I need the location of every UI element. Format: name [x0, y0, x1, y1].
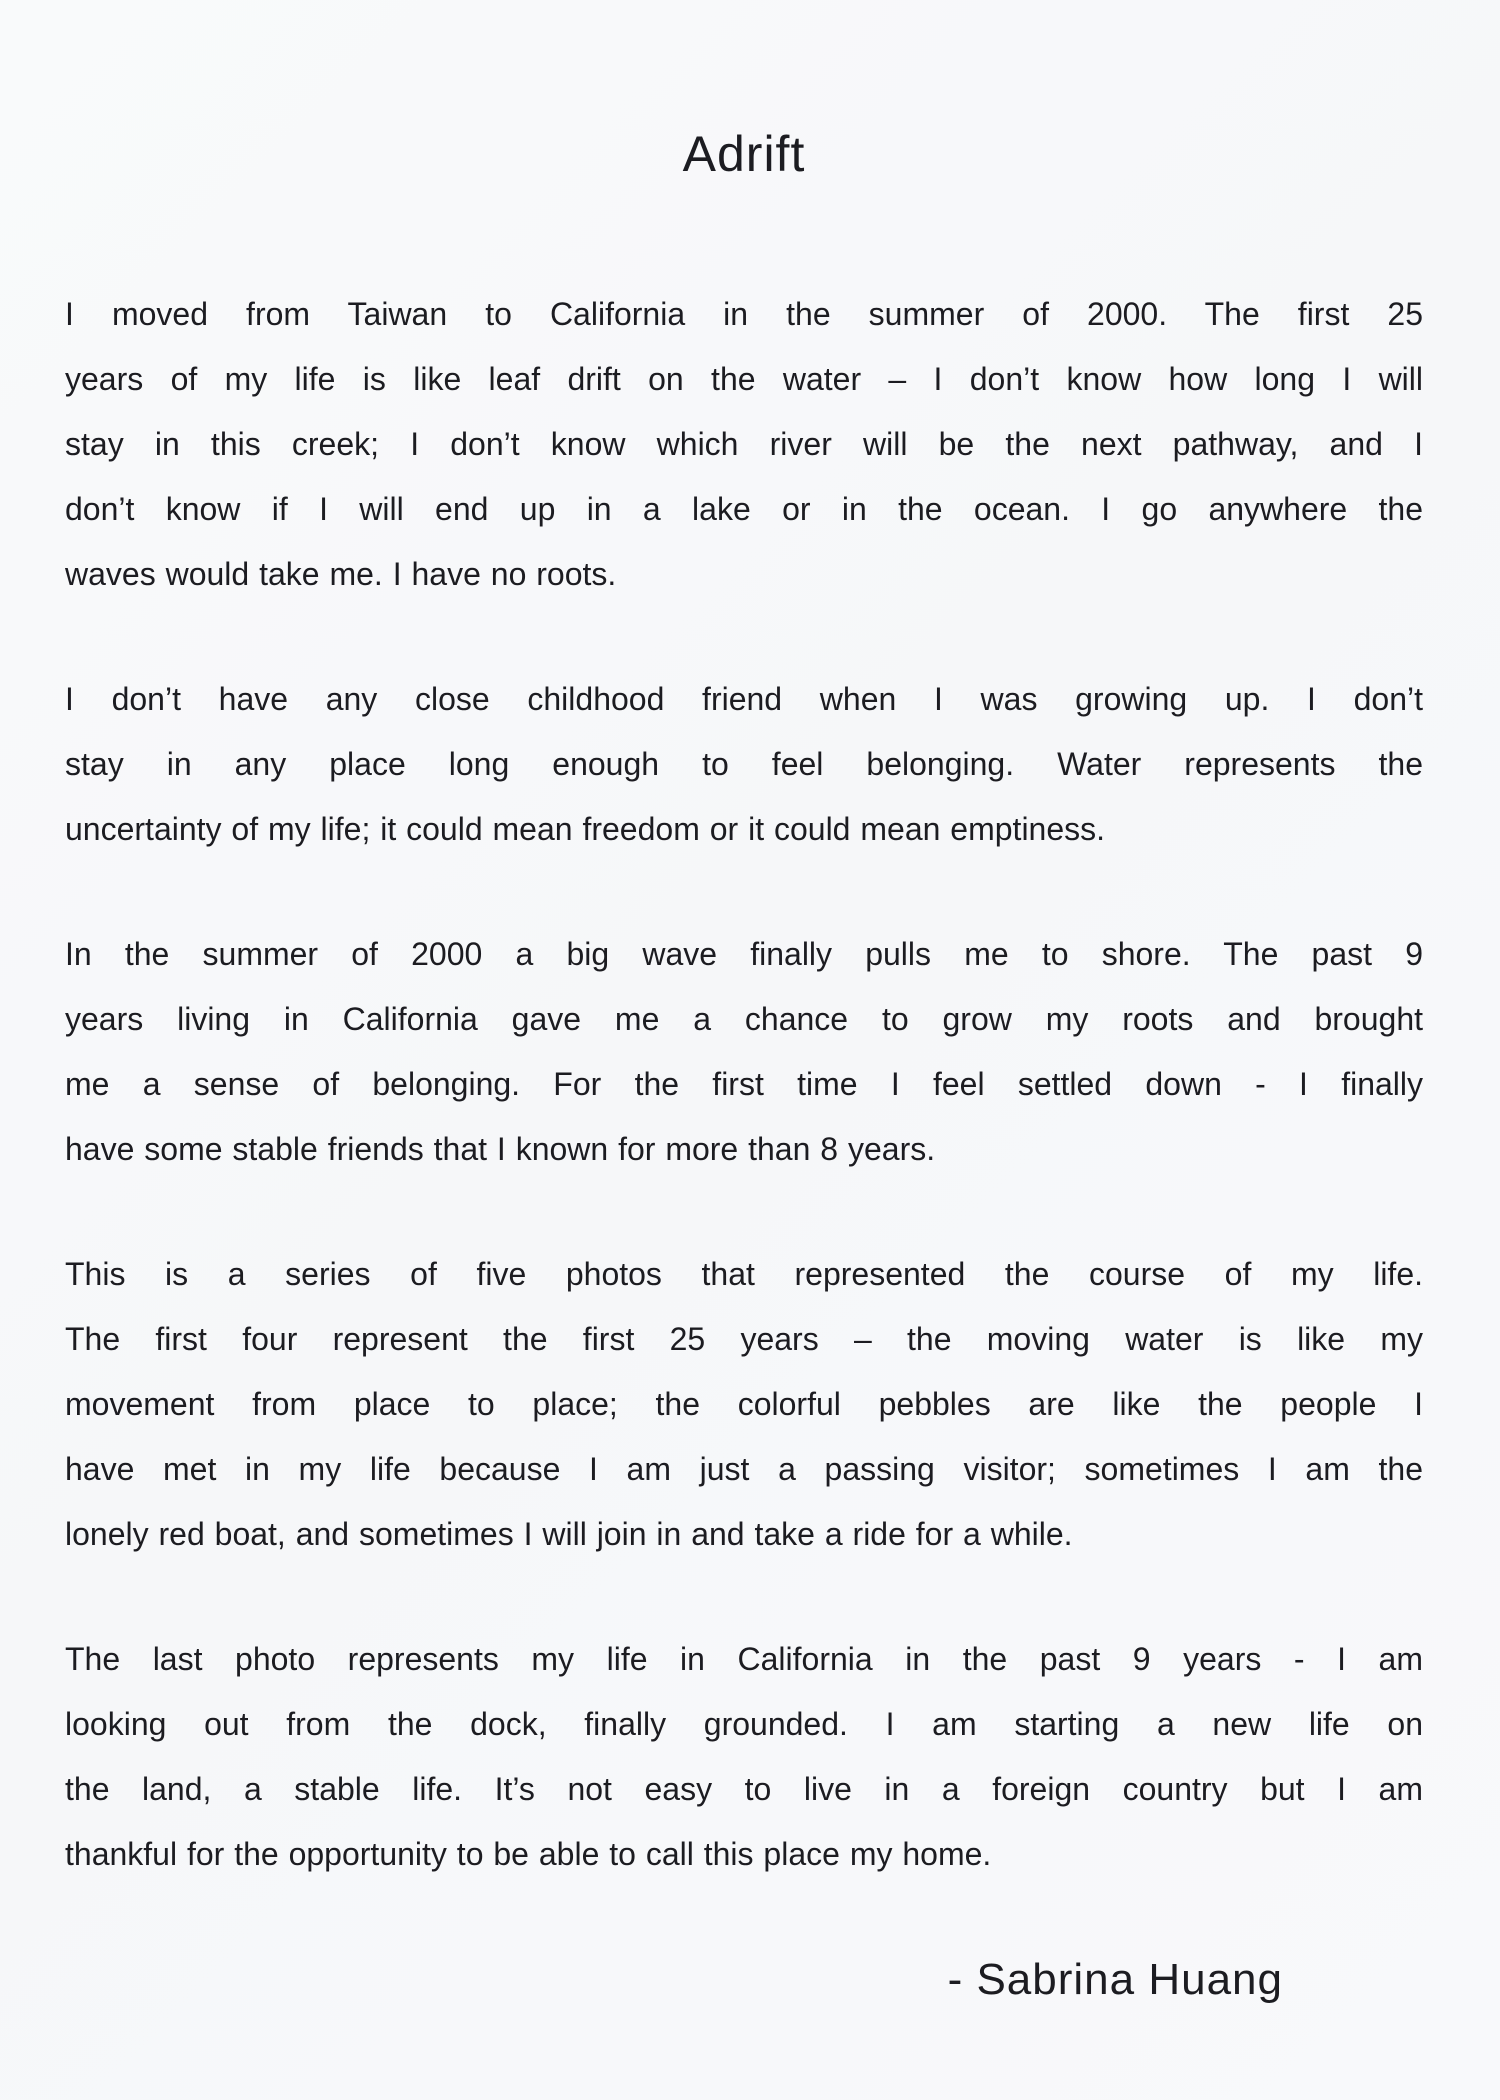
text-line: me a sense of belonging. For the first time I feel settled down - I finally: [65, 1066, 1423, 1102]
text-line: The first four represent the first 25 years – the moving water is like my: [65, 1321, 1423, 1357]
paragraph: [65, 922, 1423, 1182]
text-line: thankful for the opportunity to be able to call this place my home.: [65, 1836, 992, 1872]
text-line: waves would take me. I have no roots.: [65, 556, 617, 592]
text-line: the land, a stable life. It’s not easy to live in a foreign country but I am: [65, 1771, 1423, 1807]
text-line: don’t know if I will end up in a lake or in the ocean. I go anywhere the: [65, 491, 1423, 527]
text-line: stay in this creek; I don’t know which river will be the next pathway, and I: [65, 426, 1423, 462]
text-line: uncertainty of my life; it could mean freedom or it could mean emptiness.: [65, 811, 1106, 847]
document-title: Adrift: [682, 126, 806, 182]
text-line: have some stable friends that I known for more than 8 years.: [65, 1131, 936, 1167]
paragraph: [65, 282, 1423, 607]
text-line: have met in my life because I am just a passing visitor; sometimes I am the: [65, 1451, 1423, 1487]
text-line: lonely red boat, and sometimes I will join in and take a ride for a while.: [65, 1516, 1073, 1552]
paragraph: [65, 667, 1423, 862]
text-line: This is a series of five photos that represented the course of my life.: [65, 1256, 1423, 1292]
text-line: stay in any place long enough to feel belonging. Water represents the: [65, 746, 1423, 782]
text-line: I moved from Taiwan to California in the summer of 2000. The first 25: [65, 296, 1423, 332]
text-line: years living in California gave me a chance to grow my roots and brought: [65, 1001, 1423, 1037]
text-line: In the summer of 2000 a big wave finally pulls me to shore. The past 9: [65, 936, 1423, 972]
paragraph: [65, 1242, 1423, 1567]
text-line: The last photo represents my life in California in the past 9 years - I am: [65, 1641, 1423, 1677]
text-line: years of my life is like leaf drift on the water – I don’t know how long I will: [65, 361, 1423, 397]
text-line: movement from place to place; the colorful pebbles are like the people I: [65, 1386, 1423, 1422]
paragraph: [65, 1627, 1423, 1887]
text-line: looking out from the dock, finally grounded. I am starting a new life on: [65, 1706, 1423, 1742]
signature: - Sabrina Huang: [947, 1955, 1283, 2004]
text-line: I don’t have any close childhood friend when I was growing up. I don’t: [65, 681, 1423, 717]
document-body: [65, 282, 1423, 1887]
